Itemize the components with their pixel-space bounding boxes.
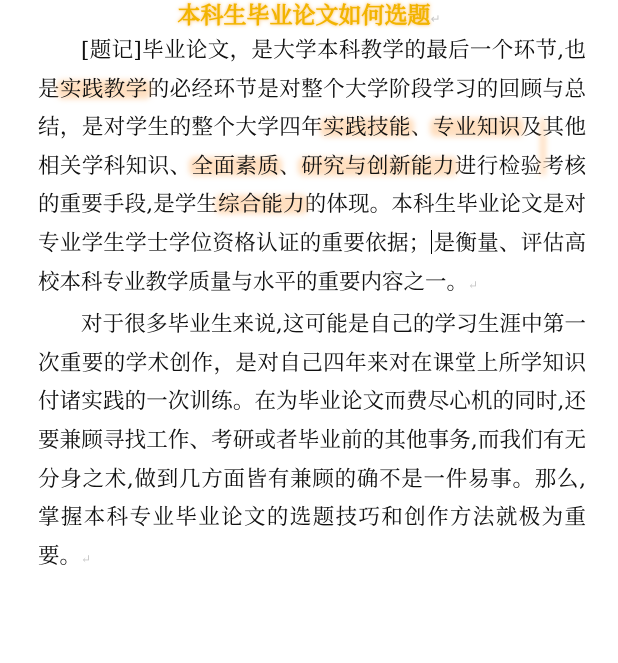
highlight-related-knowledge: 其他相关学科知识	[38, 115, 586, 179]
document-body[interactable]	[38, 32, 586, 578]
highlight-comprehensive-ability: 综合能力	[218, 192, 305, 218]
paragraph-mark-icon: ↵	[81, 551, 92, 566]
document-title	[0, 2, 618, 33]
text-run: 对于很多毕业生来说,这可能是自己的学习生涯中第一次重要的学术创作，是对自己四年来对在课堂上所学知识付诸实践的一次训练。在为毕业论文而费尽心机的同时,还要兼顾寻找工作、考研或者毕业前的其他事务,而我们有无分身之术,做到几方面皆有兼顾的确不是一件易事。那么,掌握本科专业毕业论文的选题技巧和创作方法就极为重要。	[38, 312, 586, 569]
text-run: [题记]毕业论文，是大学本科教学的最后一个环节,也是	[38, 38, 586, 102]
text-run: 、	[279, 153, 302, 179]
highlight-practice-teaching: 实践教学	[59, 76, 148, 102]
highlight-research-innovation: 研究与创新能力	[301, 153, 455, 179]
text-run: 是衡量、评估高校本科专业教学质量与水平的重要内容之一。	[38, 230, 586, 295]
paragraph-2[interactable]	[38, 306, 586, 578]
paragraph-mark-icon: ↵	[468, 277, 479, 292]
text-run: 进行检验考核的重要手段,是学生	[38, 153, 586, 218]
highlight-practical-skills: 实践技能	[323, 115, 411, 141]
text-run: 、	[410, 115, 433, 141]
paragraph-mark-icon: ↵	[430, 12, 441, 26]
highlight-overall-quality: 全面素质	[191, 153, 280, 179]
paragraph-1[interactable]	[38, 32, 586, 304]
text-run: 及	[520, 115, 543, 141]
text-run: 、	[169, 153, 192, 179]
text-run: 的体现。本科生毕业论文是对专业学生学士学位资格认证的重要依据；	[38, 192, 586, 256]
highlight-professional-knowledge: 专业知识	[432, 115, 521, 141]
text-run: 的必经环节是对整个大学阶段学习的回顾与总结，是对学生的整个大学四年	[38, 76, 586, 141]
title-text: 本科生毕业论文如何选题	[177, 3, 431, 29]
